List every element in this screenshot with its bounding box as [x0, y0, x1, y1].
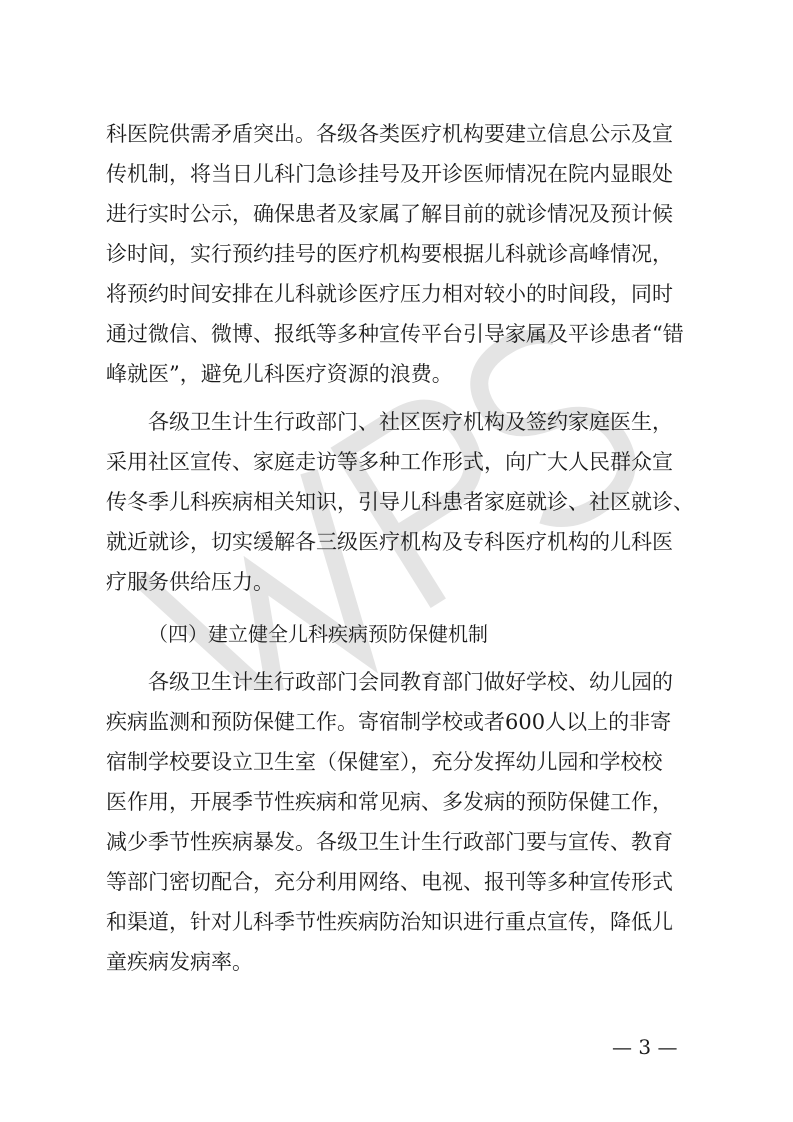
text-line: 峰就医”，避免儿科医疗资源的浪费。 [106, 362, 453, 386]
paragraph-first-line: 各级卫生计生行政部门、社区医疗机构及签约家庭医生， [148, 410, 673, 434]
text-line: 医作用，开展季节性疾病和常见病、多发病的预防保健工作， [106, 790, 673, 814]
text-line: 诊时间，实行预约挂号的医疗机构要根据儿科就诊高峰情况， [106, 242, 673, 266]
text-line: 减少季节性疾病暴发。各级卫生计生行政部门要与宣传、教育 [106, 830, 673, 854]
text-line: 通过微信、微博、报纸等多种宣传平台引导家属及平诊患者“错 [106, 322, 684, 346]
text-line: 传冬季儿科疾病相关知识，引导儿科患者家庭就诊、社区就诊、 [106, 490, 694, 514]
text-line: 等部门密切配合，充分利用网络、电视、报刊等多种宣传形式 [106, 870, 673, 894]
text-line: 将预约时间安排在儿科就诊医疗压力相对较小的时间段，同时 [106, 282, 673, 306]
text-line: 进行实时公示，确保患者及家属了解目前的就诊情况及预计候 [106, 202, 673, 226]
text-line: 宿制学校要设立卫生室（保健室），充分发挥幼儿园和学校校 [106, 750, 663, 774]
text-line: 科医院供需矛盾突出。各级各类医疗机构要建立信息公示及宣 [106, 122, 673, 146]
text-line: 就近就诊，切实缓解各三级医疗机构及专科医疗机构的儿科医 [106, 530, 673, 554]
text-line: 采用社区宣传、家庭走访等多种工作形式，向广大人民群众宣 [106, 450, 673, 474]
section-heading: （四）建立健全儿科疾病预防保健机制 [148, 622, 488, 646]
text-line: 童疾病发病率。 [106, 950, 253, 974]
text-line: 和渠道，针对儿科季节性疾病防治知识进行重点宣传，降低儿 [106, 910, 673, 934]
page-number: — 3 — [612, 1035, 678, 1059]
text-line: 传机制，将当日儿科门急诊挂号及开诊医师情况在院内显眼处 [106, 162, 673, 186]
paragraph-first-line: 各级卫生计生行政部门会同教育部门做好学校、幼儿园的 [148, 670, 673, 694]
text-line: 疾病监测和预防保健工作。寄宿制学校或者600人以上的非寄 [106, 710, 672, 734]
text-line: 疗服务供给压力。 [106, 570, 274, 594]
